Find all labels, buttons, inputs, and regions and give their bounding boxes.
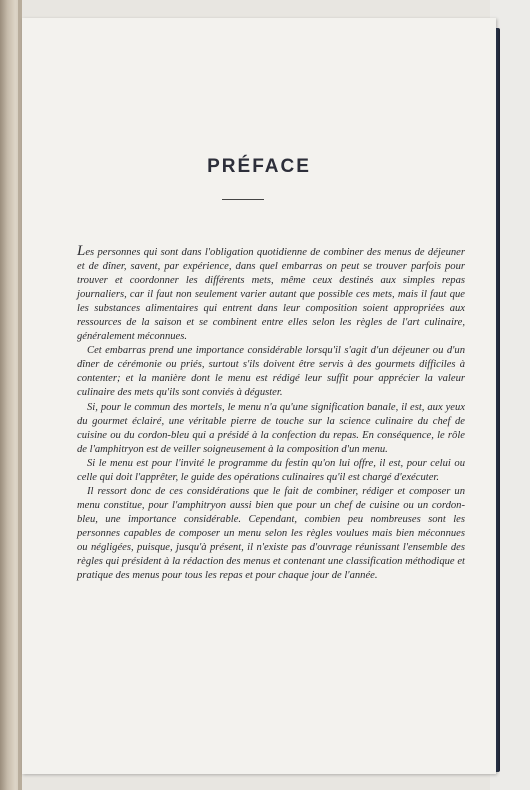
paragraph-5: Il ressort donc de ces considérations que le fait de combiner, rédiger et composer un menu constitue, pour l'amphitryon aussi bien que pour un chef de cuisine ou un cordon-bleu, une importance considérable. Cependant, combien peu nombreuses sont les personnes capables de composer un menu selon les règles voulues mais bien méconnues ou négligées, puisque, jusqu'à présent, il n'existe pas d'ouvrage réunissant l'ensemble des règles qui président à la rédaction des menus et contenant une classification méthodique et pratique des menus pour tous les repas et pour chaque jour de l'année. xyxy=(77,485,465,582)
paragraph-4: Si le menu est pour l'invité le programme du festin qu'on lui offre, il est, pour celui ou celle qui doit l'apprêter, le guide des opérations culinaires qu'il est chargé d'exécuter. xyxy=(77,457,465,483)
paragraph-2: Cet embarras prend une importance considérable lorsqu'il s'agit d'un déjeuner ou d'un dîner de cérémonie ou priés, surtout s'ils doivent être servis à des gourmets difficiles à contenter; et la manière dont le menu est rédigé leur suffit pour apprécier la valeur culinaire des mets qu'ils sont conviés à déguster. xyxy=(77,345,465,399)
paragraph-3: Si, pour le commun des mortels, le menu n'a qu'une signification banale, il est, aux yeux du gourmet éclairé, une véritable pierre de touche sur la science culinaire du chef de cuisine ou du cordon-bleu qui a présidé à la confection du repas. En conséquence, le rôle de l'amphitryon est de veiller soigneusement à la composition d'un menu. xyxy=(77,401,465,455)
initial-letter: L xyxy=(77,243,86,259)
paragraph-1 xyxy=(77,243,465,344)
title-rule xyxy=(222,199,264,200)
preface-body xyxy=(77,243,465,583)
page-title: PRÉFACE xyxy=(207,156,311,177)
paragraph-1-text: es personnes qui sont dans l'obligation quotidienne de combiner des menus de déjeuner et de dîner, savent, par expérience, dans quel embarras on peut se trouver parfois pour trouver et coordonner les différents mets, même ceux destinés aux simples repas journaliers, car il faut non seulement varier autant que possible ces mets, mais il faut que les substances alimentaires qui entrent dans leur composition soient appropriées aux ressources de la saison et se combinent entre elles selon les règles de l'art culinaire, généralement méconnues. xyxy=(77,247,465,343)
book-page xyxy=(22,18,496,774)
